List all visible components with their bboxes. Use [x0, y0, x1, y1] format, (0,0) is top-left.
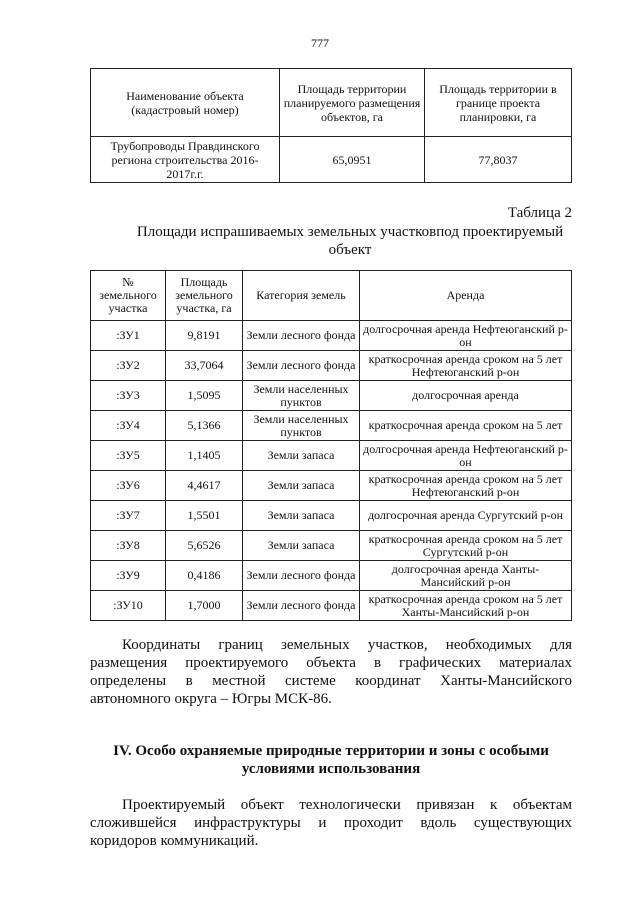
table-cell: 33,7064	[166, 351, 243, 381]
table-cell: :ЗУ9	[91, 561, 166, 591]
table-cell: Земли лесного фонда	[243, 591, 360, 621]
table-cell: Земли лесного фонда	[243, 561, 360, 591]
table-cell: Земли лесного фонда	[243, 321, 360, 351]
table-row	[91, 471, 572, 501]
table-row	[91, 501, 572, 531]
table-cell: долгосрочная аренда Нефтеюганский р-он	[360, 321, 572, 351]
table-row	[91, 591, 572, 621]
table-row	[91, 321, 572, 351]
table-row	[91, 561, 572, 591]
table-row	[91, 441, 572, 471]
table-cell: 4,4617	[166, 471, 243, 501]
table-cell: :ЗУ4	[91, 411, 166, 441]
table-cell: краткосрочная аренда сроком на 5 лет Ханты-Мансийский р-он	[360, 591, 572, 621]
table-cell: :ЗУ10	[91, 591, 166, 621]
table-cell: краткосрочная аренда сроком на 5 лет Сургутский р-он	[360, 531, 572, 561]
table-cell: :ЗУ8	[91, 531, 166, 561]
header-cell: Аренда	[360, 271, 572, 321]
table-cell: долгосрочная аренда Нефтеюганский р-он	[360, 441, 572, 471]
table-cell: Земли запаса	[243, 531, 360, 561]
table-title: Площади испрашиваемых земельных участковпод проектируемый объект	[136, 224, 564, 258]
table-cell: 5,1366	[166, 411, 243, 441]
table-cell: :ЗУ5	[91, 441, 166, 471]
table-cell: :ЗУ1	[91, 321, 166, 351]
table-cell: долгосрочная аренда	[360, 381, 572, 411]
table-cell: долгосрочная аренда Ханты-Мансийский р-он	[360, 561, 572, 591]
table-cell: краткосрочная аренда сроком на 5 лет Нефтеюганский р-он	[360, 471, 572, 501]
table-cell: 77,8037	[425, 137, 572, 183]
table-cell: 0,4186	[166, 561, 243, 591]
table-cell: :ЗУ2	[91, 351, 166, 381]
table-header-row	[91, 271, 572, 321]
table-cell: краткосрочная аренда сроком на 5 лет Нефтеюганский р-он	[360, 351, 572, 381]
table-cell: краткосрочная аренда сроком на 5 лет	[360, 411, 572, 441]
table-cell: Земли населенных пунктов	[243, 411, 360, 441]
area-table	[90, 68, 572, 183]
page-number: 777	[311, 36, 329, 50]
table-cell: Земли запаса	[243, 501, 360, 531]
table-row	[91, 381, 572, 411]
table-cell: 1,1405	[166, 441, 243, 471]
table-cell: :ЗУ3	[91, 381, 166, 411]
table-cell: 9,8191	[166, 321, 243, 351]
section-heading: IV. Особо охраняемые природные территории и зоны с особыми условиями использования	[113, 743, 549, 777]
table-label: Таблица 2	[507, 205, 572, 221]
table-row	[91, 531, 572, 561]
table-cell: Земли лесного фонда	[243, 351, 360, 381]
header-cell: Категория земель	[243, 271, 360, 321]
table-cell: Трубопроводы Правдинского региона строительства 2016-2017г.г.	[91, 137, 280, 183]
header-cell: Площадь земельного участка, га	[166, 271, 243, 321]
table-cell: Земли населенных пунктов	[243, 381, 360, 411]
header-cell: Наименование объекта (кадастровый номер)	[91, 69, 280, 137]
table-cell: Земли запаса	[243, 471, 360, 501]
table-cell: долгосрочная аренда Сургутский р-он	[360, 501, 572, 531]
table-cell: Земли запаса	[243, 441, 360, 471]
table-cell: 5,6526	[166, 531, 243, 561]
table-row	[91, 411, 572, 441]
header-cell: Площадь территории планируемого размещения объектов, га	[280, 69, 425, 137]
table-cell: 1,5501	[166, 501, 243, 531]
land-plots-table	[90, 270, 572, 621]
table-cell: 65,0951	[280, 137, 425, 183]
header-cell: № земельного участка	[91, 271, 166, 321]
coordinates-paragraph: Координаты границ земельных участков, необходимых для размещения проектируемого объекта в графических материалах определены в местной системе координат Ханты-Мансийского автономного округа – Югры МСК-86.	[90, 637, 572, 707]
table-header-row	[91, 69, 572, 137]
table-row	[91, 351, 572, 381]
header-cell: Площадь территории в границе проекта планировки, га	[425, 69, 572, 137]
infrastructure-paragraph: Проектируемый объект технологически привязан к объектам сложившейся инфраструктуры и проходит вдоль существующих коридоров коммуникаций.	[90, 797, 572, 849]
table-cell: :ЗУ6	[91, 471, 166, 501]
table-row	[91, 137, 572, 183]
table-cell: 1,7000	[166, 591, 243, 621]
table-cell: :ЗУ7	[91, 501, 166, 531]
table-cell: 1,5095	[166, 381, 243, 411]
